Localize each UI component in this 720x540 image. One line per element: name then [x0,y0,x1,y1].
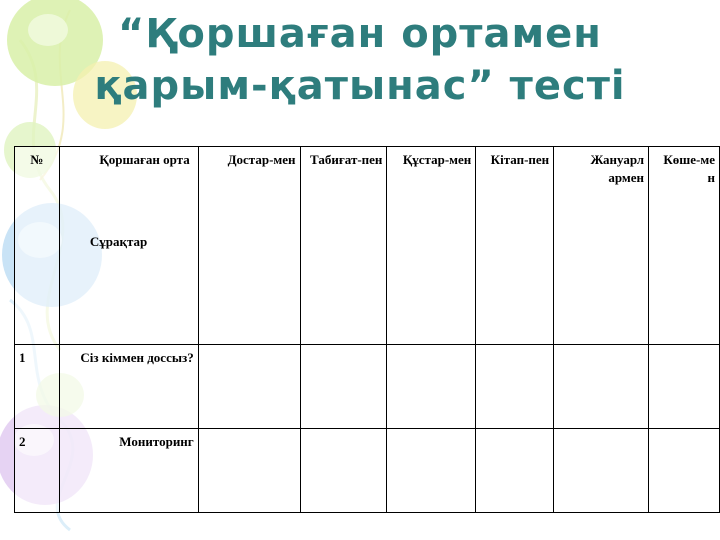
answer-cell[interactable] [649,345,720,429]
column-header: Кітап-пен [476,147,554,345]
survey-table [14,146,720,513]
row-number: 2 [15,429,60,513]
answer-cell[interactable] [198,429,300,513]
row-number: 1 [15,345,60,429]
corner-header-top: Қоршаған орта [99,152,190,167]
table-row [15,429,720,513]
answer-cell[interactable] [198,345,300,429]
column-header: Табиғат-пен [300,147,387,345]
answer-cell[interactable] [476,429,554,513]
title-line-2: қарым-қатынас” тесті [94,63,626,109]
column-header: Құстар-мен [387,147,476,345]
answer-cell[interactable] [649,429,720,513]
table-header-row [15,147,720,345]
answer-cell[interactable] [300,429,387,513]
number-header: № [15,147,60,345]
column-header: Көше-ме н [649,147,720,345]
corner-header-cell [59,147,198,345]
page-title [40,8,680,112]
corner-header-bottom: Сұрақтар [89,234,148,249]
title-line-1: “Қоршаған ортамен [118,11,602,57]
answer-cell[interactable] [300,345,387,429]
answer-cell[interactable] [387,345,476,429]
answer-cell[interactable] [554,345,649,429]
column-header: Жануарл армен [554,147,649,345]
row-question: Сіз кіммен доссыз? [59,345,198,429]
table-row [15,345,720,429]
answer-cell[interactable] [387,429,476,513]
answer-cell[interactable] [554,429,649,513]
column-header: Достар-мен [198,147,300,345]
answer-cell[interactable] [476,345,554,429]
row-question: Мониторинг [59,429,198,513]
